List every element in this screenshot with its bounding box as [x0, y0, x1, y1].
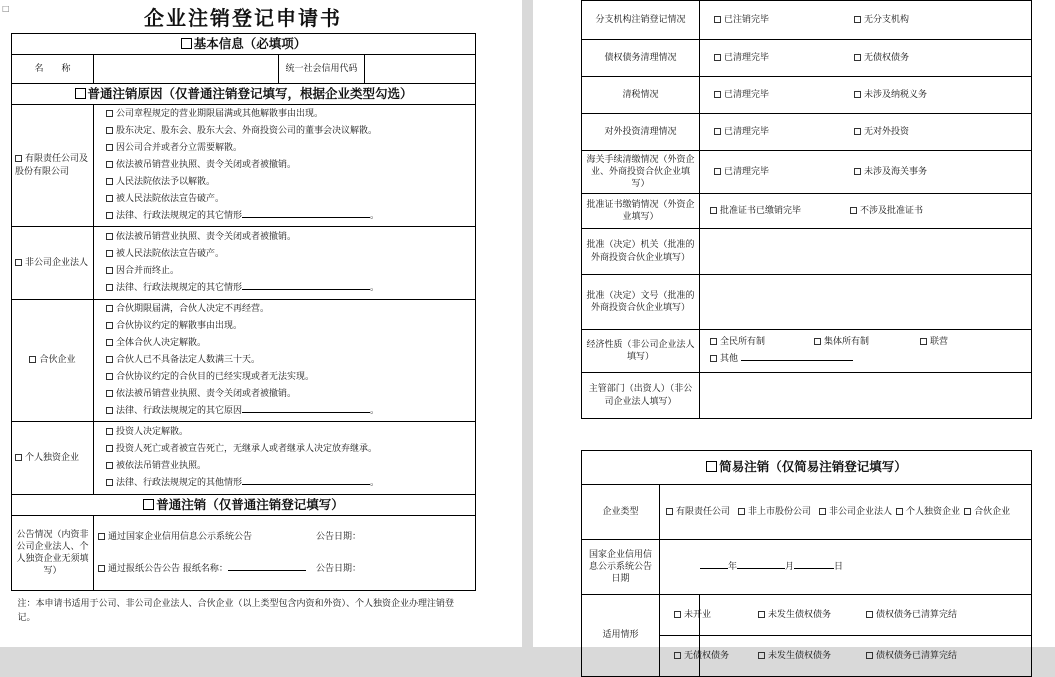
econ-opt-state[interactable]: 全民所有制	[710, 334, 814, 351]
row-options-customs	[700, 151, 1032, 194]
row-label-dept: 主管部门（出资人）（非公司企业法人填写）	[582, 373, 700, 419]
section-basic-info: 基本信息（必填项）	[12, 34, 476, 55]
section-divider	[582, 419, 1032, 451]
other-reason-blank[interactable]	[242, 281, 370, 290]
econ-options	[700, 330, 1032, 373]
reason-item[interactable]: 法律、行政法规规定的其它情形 。	[94, 280, 475, 297]
reason-list-non-company	[94, 227, 476, 300]
type-opt[interactable]: 非上市股份公司	[738, 506, 811, 518]
group-checkbox[interactable]	[15, 155, 22, 162]
type-opt[interactable]: 个人独资企业	[896, 506, 960, 518]
reason-list-partnership	[94, 300, 476, 422]
announce-options	[94, 516, 476, 591]
row-label-branch: 分支机构注销登记情况	[582, 1, 700, 40]
option-a[interactable]: 已清理完毕	[714, 126, 854, 138]
reason-item[interactable]: 依法被吊销营业执照、责令关闭或者被撤销。	[94, 386, 475, 403]
reason-list-sole	[94, 422, 476, 495]
option-a[interactable]: 已清理完毕	[714, 52, 854, 64]
section-normal-cancel: 普通注销（仅普通注销登记填写）	[12, 495, 476, 516]
case-name-cell[interactable]	[660, 595, 712, 636]
row-options-debt	[700, 40, 1032, 77]
row-label-tax: 清税情况	[582, 77, 700, 114]
row-options-branch	[700, 1, 1032, 40]
enterprise-type-options	[660, 485, 1032, 540]
group-checkbox[interactable]	[15, 259, 22, 266]
credit-code-field[interactable]	[365, 55, 476, 84]
group-checkbox[interactable]	[29, 356, 36, 363]
enterprise-type-label: 企业类型	[582, 485, 660, 540]
reason-item[interactable]: 因公司合并或者分立需要解散。	[94, 140, 475, 157]
row-label-debt: 债权债务清理情况	[582, 40, 700, 77]
dept-field[interactable]	[700, 373, 1032, 419]
announce-date-label: 国家企业信用信息公示系统公告日期	[582, 540, 660, 595]
reason-item[interactable]: 因合并而终止。	[94, 263, 475, 280]
section-checkbox[interactable]	[143, 499, 154, 510]
option-a[interactable]: 已注销完毕	[714, 14, 854, 26]
option-b[interactable]: 无对外投资	[854, 126, 994, 138]
section-simple-cancel: 简易注销（仅简易注销登记填写）	[582, 451, 1032, 485]
row-label-approval-doc: 批准（决定）文号（批准的外商投资合伙企业填写）	[582, 275, 700, 330]
right-form-table	[581, 0, 1032, 677]
econ-opt-collective[interactable]: 集体所有制	[814, 334, 920, 351]
reason-list-company	[94, 105, 476, 227]
option-a[interactable]: 批准证书已缴销完毕	[710, 205, 850, 217]
case-opt-a[interactable]: 未发生债权债务	[758, 609, 866, 621]
case-options	[700, 595, 1032, 636]
page-left	[0, 0, 522, 647]
other-reason-blank[interactable]	[242, 476, 370, 485]
option-b[interactable]: 未涉及海关事务	[854, 166, 994, 178]
reason-item[interactable]: 合伙人已不具备法定人数满三十天。	[94, 352, 475, 369]
case-opt-b[interactable]: 债权债务已清算完结	[866, 650, 957, 662]
row-label-investment: 对外投资清理情况	[582, 114, 700, 151]
reason-item[interactable]: 投资人决定解散。	[94, 424, 475, 441]
econ-opt-other[interactable]: 其他	[710, 351, 853, 368]
reason-item[interactable]: 全体合伙人决定解散。	[94, 335, 475, 352]
approval-doc-field[interactable]	[700, 275, 1032, 330]
row-options-tax	[700, 77, 1032, 114]
name-field[interactable]	[94, 55, 279, 84]
reason-item[interactable]: 投资人死亡或者被宣告死亡，无继承人或者继承人决定放弃继承。	[94, 441, 475, 458]
row-label-econ: 经济性质（非公司企业法人填写）	[582, 330, 700, 373]
option-b[interactable]: 无分支机构	[854, 14, 994, 26]
page-right	[533, 0, 1055, 661]
reason-item[interactable]: 被依法吊销营业执照。	[94, 458, 475, 475]
case-opt-b[interactable]: 债权债务已清算完结	[866, 609, 957, 621]
group-label-company: 有限责任公司及股份有限公司	[12, 105, 94, 227]
option-a[interactable]: 已清理完毕	[714, 89, 854, 101]
case-opt-no-debt[interactable]: 无债权债务	[674, 650, 729, 662]
type-opt[interactable]: 有限责任公司	[666, 506, 730, 518]
case-opt-a[interactable]: 未发生债权债务	[758, 650, 866, 662]
type-opt[interactable]: 合伙企业	[964, 506, 1010, 518]
econ-other-blank[interactable]	[741, 352, 853, 361]
group-label-sole-proprietorship: 个人独资企业	[12, 422, 94, 495]
row-label-approval-org: 批准（决定）机关（批准的外商投资合伙企业填写）	[582, 229, 700, 275]
case-name-cell[interactable]	[660, 636, 730, 677]
reason-item[interactable]: 被人民法院依法宣告破产。	[94, 191, 475, 208]
document-title: 企业注销登记申请书	[144, 6, 342, 30]
reason-item[interactable]: 合伙期限届满，合伙人决定不再经营。	[94, 301, 475, 318]
case-options	[700, 636, 1032, 677]
newspaper-name-blank[interactable]	[228, 562, 306, 571]
other-reason-blank[interactable]	[242, 209, 370, 218]
day-blank[interactable]	[794, 560, 834, 569]
group-checkbox[interactable]	[15, 454, 22, 461]
group-label-partnership: 合伙企业	[12, 300, 94, 422]
approval-org-field[interactable]	[700, 229, 1032, 275]
announce-opt-newspaper[interactable]: 通过报纸公告公告 报纸名称：	[98, 553, 316, 585]
credit-code-label: 统一社会信用代码	[279, 55, 365, 84]
left-form-table	[11, 33, 476, 631]
option-a[interactable]: 已清理完毕	[714, 166, 854, 178]
case-opt-not-opened[interactable]: 未开业	[674, 609, 711, 621]
reason-item[interactable]: 依法被吊销营业执照、责令关闭或者被撤销。	[94, 157, 475, 174]
announce-date-field[interactable]: 年 月 日	[660, 540, 1032, 595]
reason-item[interactable]: 依法被吊销营业执照、责令关闭或者被撤销。	[94, 229, 475, 246]
announce-opt-system[interactable]: 通过国家企业信用信息公示系统公告	[98, 521, 316, 553]
option-b[interactable]: 未涉及纳税义务	[854, 89, 994, 101]
type-opt[interactable]: 非公司企业法人	[819, 506, 892, 518]
reason-item[interactable]: 合伙协议约定的合伙目的已经实现或者无法实现。	[94, 369, 475, 386]
row-options-certificate	[700, 194, 1032, 229]
apply-case-label: 适用情形	[582, 595, 660, 677]
section-checkbox[interactable]	[75, 88, 86, 99]
section-checkbox[interactable]	[706, 461, 717, 472]
page-corner-marker: □	[2, 4, 10, 13]
reason-item[interactable]: 股东决定、股东会、股东大会、外商投资公司的董事会决议解散。	[94, 123, 475, 140]
option-b[interactable]: 不涉及批准证书	[850, 205, 990, 217]
reason-item[interactable]: 法律、行政法规规定的其它情形 。	[94, 208, 475, 225]
group-label-non-company: 非公司企业法人	[12, 227, 94, 300]
reason-item[interactable]: 被人民法院依法宣告破产。	[94, 246, 475, 263]
announce-label: 公告情况（内资非公司企业法人、个人独资企业无须填写）	[12, 516, 94, 591]
reason-item[interactable]: 法律、行政法规规定的其它原因 。	[94, 403, 475, 420]
row-options-investment	[700, 114, 1032, 151]
announce-date-2[interactable]: 公告日期：	[316, 564, 362, 574]
month-blank[interactable]	[737, 560, 785, 569]
reason-item[interactable]: 法律、行政法规规定的其他情形 。	[94, 475, 475, 492]
reason-item[interactable]: 合伙协议约定的解散事由出现。	[94, 318, 475, 335]
announce-date-1[interactable]: 公告日期：	[316, 532, 362, 542]
econ-opt-joint[interactable]: 联营	[920, 334, 948, 351]
reason-item[interactable]: 人民法院依法予以解散。	[94, 174, 475, 191]
name-label: 名 称	[12, 55, 94, 84]
year-blank[interactable]	[700, 560, 728, 569]
section-checkbox[interactable]	[181, 38, 192, 49]
footnote: 注：本申请书适用于公司、非公司企业法人、合伙企业（以上类型包含内资和外资）、个人独资企业办理注销登记。	[17, 599, 455, 624]
section-normal-reason: 普通注销原因（仅普通注销登记填写，根据企业类型勾选）	[12, 84, 476, 105]
reason-item[interactable]: 公司章程规定的营业期限届满或其他解散事由出现。	[94, 106, 475, 123]
row-label-customs: 海关手续清缴情况（外资企业、外商投资合伙企业填写）	[582, 151, 700, 194]
other-reason-blank[interactable]	[242, 404, 370, 413]
row-label-certificate: 批准证书缴销情况（外资企业填写）	[582, 194, 700, 229]
option-b[interactable]: 无债权债务	[854, 52, 994, 64]
